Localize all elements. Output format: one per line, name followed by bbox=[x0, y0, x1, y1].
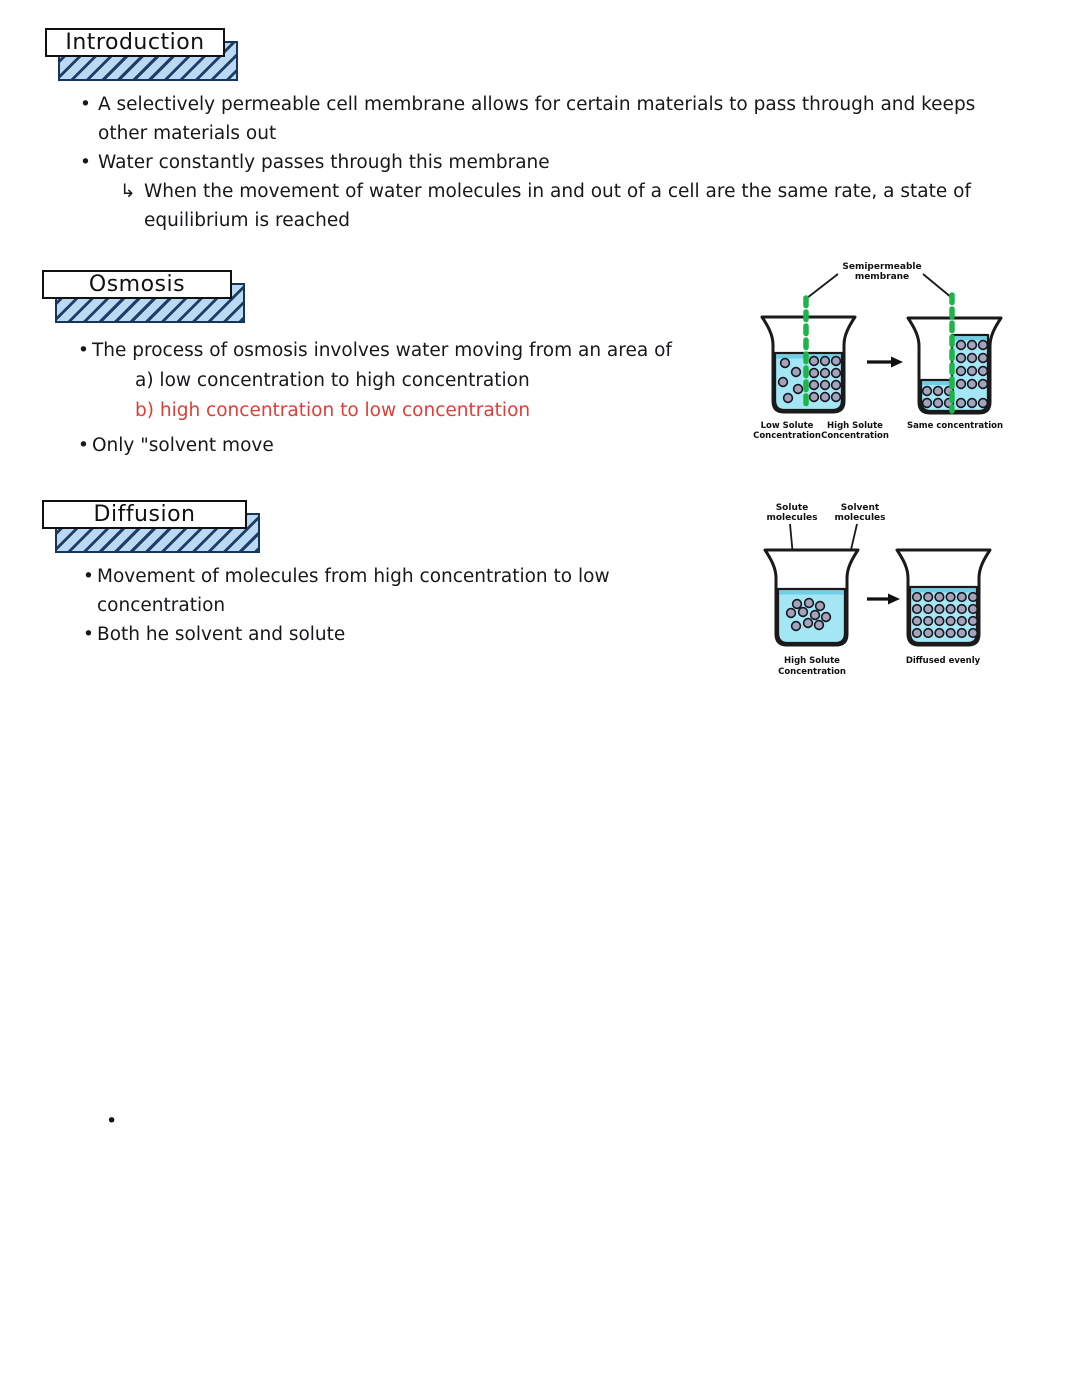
beaker-label: High Solute bbox=[827, 421, 883, 431]
pointer-line bbox=[807, 274, 838, 298]
solute-molecules-label: molecules bbox=[766, 513, 818, 523]
note-text: concentration bbox=[97, 595, 226, 616]
note-text: Both he solvent and solute bbox=[97, 624, 346, 645]
beaker-label: High Solute bbox=[784, 656, 840, 666]
hook-arrow-marker: ↳ bbox=[120, 181, 136, 202]
note-line bbox=[120, 206, 1065, 235]
note-text: A selectively permeable cell membrane allows for certain materials to pass through and keeps bbox=[98, 94, 976, 115]
note-text: other materials out bbox=[98, 123, 277, 144]
beaker-label: Concentration bbox=[753, 431, 821, 441]
diffusion-diagram bbox=[745, 497, 1000, 692]
bullet-marker: • bbox=[80, 152, 91, 173]
beaker-label: Same concentration bbox=[906, 421, 1004, 431]
osmosis-notes bbox=[78, 336, 738, 461]
solvent-molecules-label: Solvent bbox=[840, 503, 880, 513]
section-header-diffusion bbox=[42, 500, 247, 540]
membrane-label: Semipermeable bbox=[842, 262, 922, 272]
beaker-label: Concentration bbox=[821, 431, 889, 441]
introduction-notes bbox=[80, 90, 1065, 235]
section-header-osmosis bbox=[42, 270, 232, 310]
diffusion-notes bbox=[83, 562, 743, 649]
bullet-marker: • bbox=[83, 624, 94, 645]
section-title-introduction: Introduction bbox=[45, 28, 225, 57]
bullet-marker bbox=[80, 119, 98, 148]
beaker-label: Low Solute bbox=[760, 421, 814, 431]
note-text: When the movement of water molecules in and out of a cell are the same rate, a state of bbox=[144, 181, 971, 202]
note-line bbox=[78, 336, 738, 366]
membrane-label: membrane bbox=[854, 272, 910, 282]
osmosis-diagram bbox=[745, 258, 1013, 450]
note-line bbox=[80, 148, 1065, 177]
bullet-marker bbox=[120, 206, 144, 235]
beaker-before-osmosis bbox=[762, 298, 855, 412]
note-text: Water constantly passes through this membrane bbox=[98, 152, 550, 173]
beaker-before-diffusion bbox=[765, 550, 858, 645]
solute-molecules-label: Solute bbox=[775, 503, 809, 513]
note-line bbox=[78, 431, 738, 461]
section-title-osmosis: Osmosis bbox=[42, 270, 232, 299]
pointer-line bbox=[923, 274, 952, 298]
note-line bbox=[83, 620, 743, 649]
solvent-molecules-label: molecules bbox=[834, 513, 886, 523]
arrow-right-icon bbox=[867, 357, 903, 368]
note-line bbox=[135, 366, 738, 396]
bullet-marker: • bbox=[83, 566, 94, 587]
stray-bullet-mark: • bbox=[106, 1110, 118, 1132]
beaker-after-diffusion bbox=[897, 550, 990, 645]
note-line bbox=[80, 90, 1065, 119]
note-text: equilibrium is reached bbox=[144, 210, 350, 231]
bullet-marker bbox=[83, 591, 97, 620]
bullet-marker: • bbox=[78, 340, 89, 361]
beaker-after-osmosis bbox=[908, 295, 1001, 413]
beaker-label: Concentration bbox=[778, 667, 846, 677]
bullet-marker: • bbox=[78, 435, 89, 456]
note-text: Movement of molecules from high concentration to low bbox=[97, 566, 610, 587]
arrow-right-icon bbox=[867, 594, 900, 605]
note-line bbox=[120, 177, 1065, 206]
beaker-label: Diffused evenly bbox=[905, 656, 981, 666]
note-line-red bbox=[135, 396, 738, 426]
note-text: Only "solvent move bbox=[92, 435, 274, 456]
note-line bbox=[83, 591, 743, 620]
note-text: The process of osmosis involves water moving from an area of bbox=[92, 340, 672, 361]
section-header-introduction bbox=[45, 28, 225, 68]
bullet-marker: • bbox=[80, 94, 91, 115]
section-title-diffusion: Diffusion bbox=[42, 500, 247, 529]
note-text: b) high concentration to low concentration bbox=[135, 400, 531, 421]
note-line bbox=[83, 562, 743, 591]
note-text: a) low concentration to high concentration bbox=[135, 370, 530, 391]
note-line bbox=[80, 119, 1065, 148]
